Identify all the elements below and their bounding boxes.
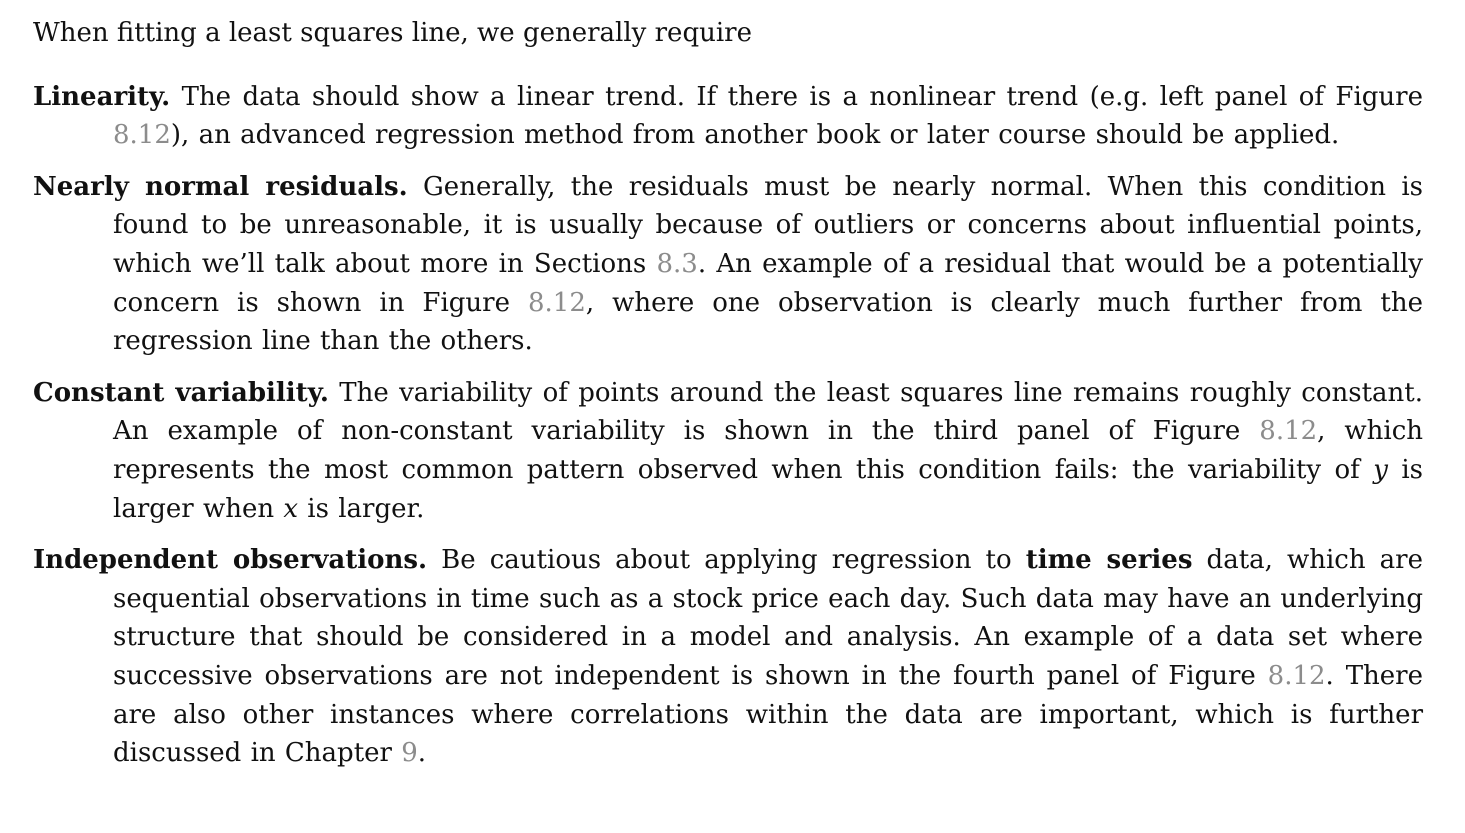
condition-text: The data should show a linear trend. If there is a nonlinear trend (e.g. left panel of Figure bbox=[170, 81, 1423, 112]
condition-text: Be cautious about applying regression to bbox=[427, 545, 1026, 576]
math-variable-x: x bbox=[283, 493, 299, 524]
condition-text: is larger. bbox=[298, 493, 425, 524]
condition-text: is larger when bbox=[113, 454, 1423, 524]
intro-sentence: When fitting a least squares line, we generally require bbox=[33, 18, 752, 48]
condition-text: . There are also other instances where correlations within the data are important, which is further discussed in Chapter bbox=[113, 660, 1423, 769]
key-term-time-series: time series bbox=[1025, 545, 1193, 576]
condition-text: ), an advanced regression method from another book or later course should be applied. bbox=[170, 120, 1340, 151]
condition-text: , which represents the most common pattern observed when this condition fails: the variability of bbox=[113, 416, 1424, 485]
condition-term: Linearity. bbox=[33, 81, 171, 112]
condition-text: . bbox=[417, 738, 427, 769]
condition-nearly-normal-residuals bbox=[33, 168, 1423, 361]
condition-text: The variability of points around the least squares line remains roughly constant. An example of non-constant variability is shown in the third panel of Figure bbox=[113, 377, 1423, 447]
condition-text: . An example of a residual that would be a potentially concern is shown in Figure bbox=[113, 248, 1423, 318]
chapter-reference-link[interactable]: 9 bbox=[401, 738, 418, 769]
section-reference-link[interactable]: 8.3 bbox=[656, 248, 698, 279]
figure-reference-link[interactable]: 8.12 bbox=[1267, 660, 1326, 691]
math-variable-y: y bbox=[1373, 454, 1388, 485]
figure-reference-link[interactable]: 8.12 bbox=[1259, 416, 1318, 447]
condition-independent-observations bbox=[33, 541, 1423, 773]
condition-text: , where one observation is clearly much further from the regression line than the others. bbox=[113, 287, 1423, 357]
condition-term: Independent observations. bbox=[33, 545, 428, 576]
condition-term: Nearly normal residuals. bbox=[33, 171, 408, 202]
document-page bbox=[33, 14, 1423, 786]
condition-text: data, which are sequential observations in time such as a stock price each day. Such data may have an underlying structure that should be considered in a model and analysis. An example of a data set where successive observations are not independent is shown in the fourth panel of Figure bbox=[113, 545, 1424, 691]
condition-term: Constant variability. bbox=[33, 377, 329, 408]
condition-linearity bbox=[33, 78, 1423, 155]
condition-constant-variability bbox=[33, 374, 1423, 528]
figure-reference-link[interactable]: 8.12 bbox=[527, 287, 586, 318]
figure-reference-link[interactable]: 8.12 bbox=[113, 120, 171, 151]
condition-text: Generally, the residuals must be nearly normal. When this condition is found to be unreasonable, it is usually because of outliers or concerns about influential points, which we’ll talk about more in Sections bbox=[113, 171, 1423, 279]
